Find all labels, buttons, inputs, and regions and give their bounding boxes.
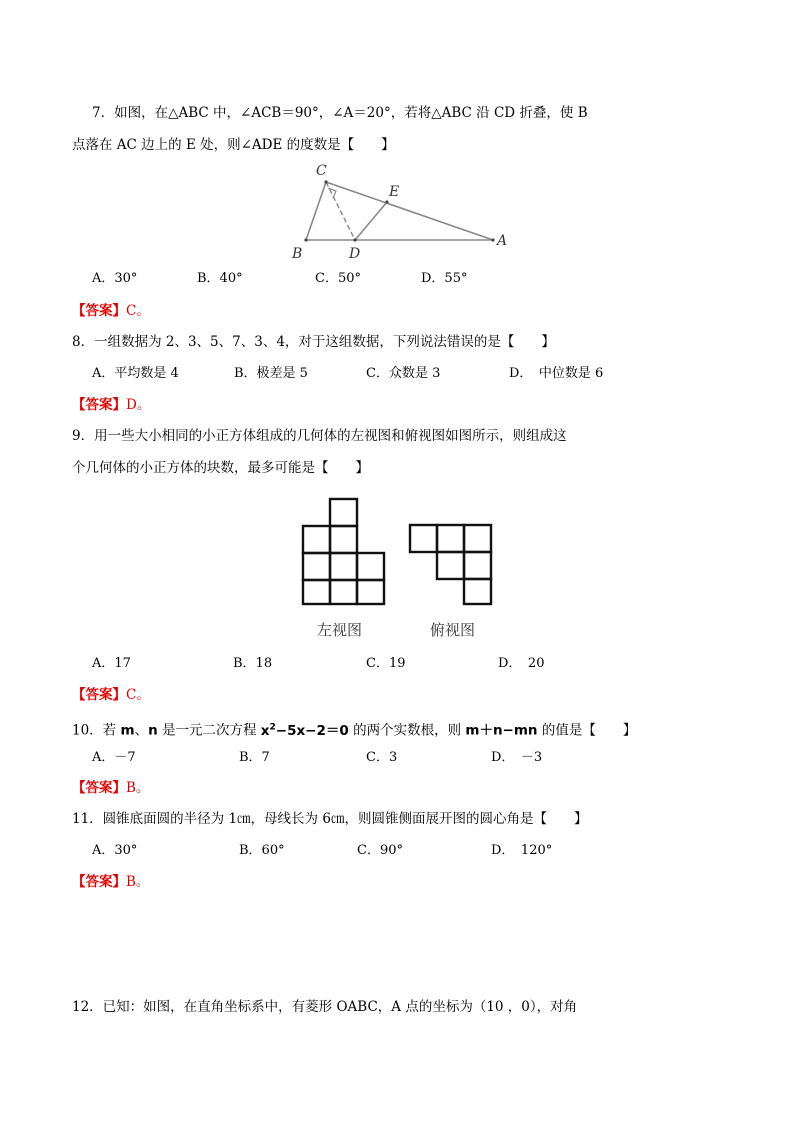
q7-answer: [72, 302, 150, 320]
label-c: C: [316, 163, 327, 179]
q10-mid: 是一元二次方程: [157, 722, 261, 739]
q9-text-line1: 9．用一些大小相同的小正方体组成的几何体的左视图和俯视图如图所示，则组成这: [72, 428, 567, 444]
label-a: A: [497, 233, 508, 249]
q11-answer: [72, 873, 149, 891]
equation: [261, 723, 349, 739]
label-d: D: [349, 246, 361, 262]
q10-prefix: 10．若: [72, 722, 121, 739]
eq-rest: −5x−2＝0: [275, 722, 349, 739]
q10-text-line1: [72, 718, 636, 740]
q9-option-c: C．19: [366, 656, 406, 671]
q7-text-line2: 点落在 AC 边上的 E 处，则∠ADE 的度数是【 】: [72, 137, 395, 153]
answer-value: C。: [126, 303, 150, 319]
segment-de: [355, 202, 387, 240]
q8-option-a: A．平均数是 4: [92, 366, 179, 381]
eq-x: x: [260, 722, 270, 739]
q10-option-a: A．－7: [92, 750, 136, 765]
answer-tag: 【答案】: [72, 874, 126, 890]
q10-mid2: 的两个实数根，则: [348, 722, 466, 739]
q8-option-c: C．众数是 3: [366, 366, 441, 381]
answer-tag: 【答案】: [72, 687, 126, 703]
triangle-figure: [285, 158, 525, 263]
caption-left-view: 左视图: [317, 621, 363, 639]
side-cb: [306, 182, 326, 240]
q9-option-b: B．18: [233, 656, 273, 671]
q11-option-a: A．30°: [92, 843, 138, 858]
var-n: n: [148, 722, 158, 739]
left-view-figure: [300, 496, 390, 608]
side-ca: [326, 182, 493, 240]
q7-option-d: D．55°: [421, 271, 468, 286]
q11-text-line1: 11．圆锥底面圆的半径为 1㎝，母线长为 6㎝，则圆锥侧面展开图的圆心角是【 】: [72, 811, 588, 827]
q7-option-c: C．50°: [315, 271, 361, 286]
q11-option-c: C．90°: [357, 843, 403, 858]
q8-text-line1: 8．一组数据为 2、3、5、7、3、4，对于这组数据，下列说法错误的是【 】: [72, 334, 555, 350]
q11-option-b: B．60°: [239, 843, 285, 858]
q10-answer: [72, 779, 149, 797]
answer-tag: 【答案】: [72, 303, 126, 319]
q9-text-line2: 个几何体的小正方体的块数，最多可能是【 】: [72, 460, 369, 476]
answer-value: D。: [126, 397, 151, 413]
label-b: B: [292, 246, 303, 262]
var-m: m: [120, 722, 135, 739]
q10-sep: 、: [134, 722, 149, 739]
label-e: E: [389, 184, 400, 200]
q12-text-line1: 12．已知：如图，在直角坐标系中，有菱形 OABC，A 点的坐标为（10 ，0），对角: [72, 999, 578, 1015]
answer-value: B。: [126, 780, 150, 796]
q11-option-d: D． 120°: [491, 843, 553, 858]
top-view-figure: [407, 522, 493, 608]
q7-option-a: A．30°: [92, 271, 138, 286]
q10-option-b: B．7: [239, 750, 270, 765]
q9-option-d: D． 20: [498, 656, 545, 671]
q8-option-d: D． 中位数是 6: [509, 366, 604, 381]
answer-value: C。: [126, 687, 150, 703]
caption-top-view: 俯视图: [430, 621, 476, 639]
q10-option-c: C．3: [366, 750, 398, 765]
expression: m＋n−mn: [465, 722, 538, 739]
q9-option-a: A．17: [92, 656, 131, 671]
answer-tag: 【答案】: [72, 780, 126, 796]
q8-option-b: B．极差是 5: [234, 366, 308, 381]
answer-tag: 【答案】: [72, 397, 126, 413]
q9-answer: [72, 686, 150, 704]
q7-option-b: B．40°: [197, 271, 243, 286]
q8-answer: [72, 396, 150, 414]
q10-option-d: D． －3: [491, 750, 543, 765]
q7-text-line1: 7．如图，在△ABC 中，∠ACB＝90°，∠A＝20°，若将△ABC 沿 CD 折叠，使 B: [92, 105, 588, 121]
answer-value: B。: [126, 874, 150, 890]
eq-exponent: 2: [269, 722, 276, 732]
q10-suffix: 的值是【 】: [537, 722, 637, 739]
